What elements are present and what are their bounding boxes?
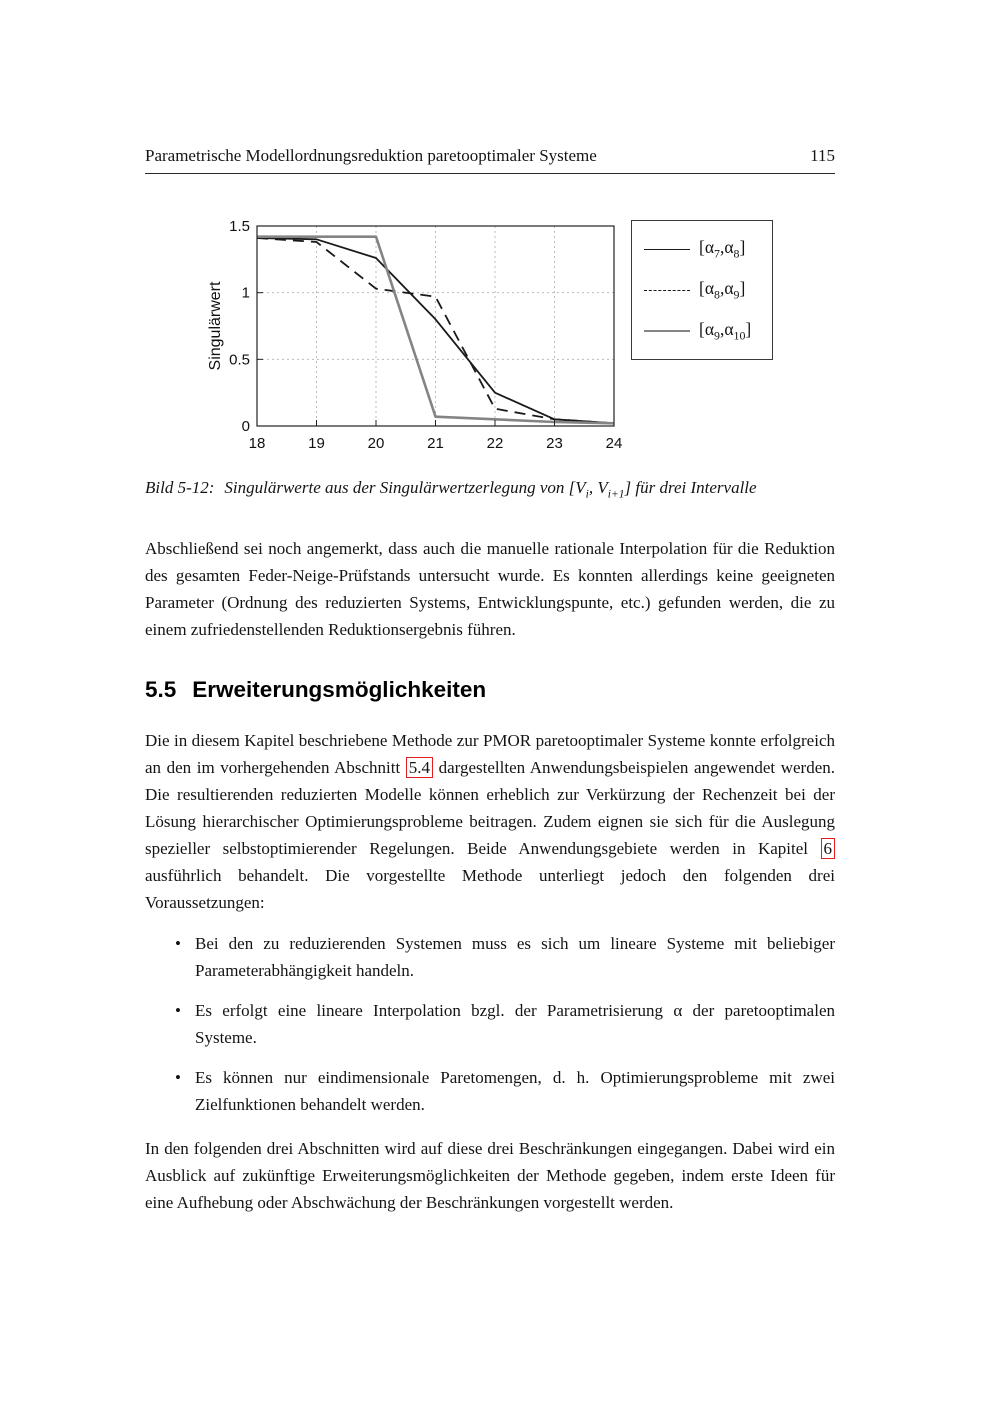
link-ref-chapter-6[interactable]: 6 (821, 838, 836, 859)
list-item-text: Es können nur eindimensionale Paretomengen, d. h. Optimierungsprobleme mit zwei Zielfunktionen behandelt werden. (195, 1068, 835, 1115)
svg-text:1: 1 (241, 284, 250, 302)
paragraph-closing-remark: Abschließend sei noch angemerkt, dass auch die manuelle rationale Interpolation für die Reduktion des gesamten Feder-Neige-Prüfstands untersucht wurde. Es konnten allerdings keine geeigneten Parameter (Ordnung des reduzierten Systems, Entwicklungspunte, etc.) gefunden werden, die zu einem zufriedenstellenden Reduktionsergebnis führen. (145, 539, 835, 640)
svg-text:1.5: 1.5 (229, 220, 250, 235)
list-item (145, 930, 835, 984)
figure-caption-label: Bild 5-12: (145, 478, 215, 497)
bullet-marker: • (175, 1001, 181, 1021)
singular-values-chart (207, 220, 624, 458)
svg-text:21: 21 (427, 435, 444, 452)
assumptions-list (145, 930, 835, 1118)
section-number: 5.5 (145, 677, 177, 703)
figure-5-12 (145, 220, 835, 458)
legend-label: $[\alpha_9,\alpha_{10}]$ (699, 318, 752, 342)
svg-text:22: 22 (486, 435, 504, 452)
legend-item-alpha8-alpha9 (644, 278, 766, 303)
chart-legend (631, 220, 773, 360)
running-header-title: Parametrische Modellordnungsreduktion paretooptimaler Systeme (145, 146, 597, 165)
link-ref-section-5-4[interactable]: 5.4 (406, 757, 433, 778)
legend-line-sample-solid (644, 249, 690, 250)
svg-text:0.5: 0.5 (229, 351, 250, 369)
svg-text:Singulärwert: Singulärwert (207, 281, 224, 371)
list-item (145, 997, 835, 1051)
svg-text:24: 24 (605, 435, 623, 452)
paragraph-method-summary: Die in diesem Kapitel beschriebene Methode zur PMOR paretooptimaler Systeme konnte erfolgreich an den im vorhergehenden Abschnitt 5.4 dargestellten Anwendungsbeispielen angewendet werden. Die resultierenden reduzierten Modelle können erheblich zur Verkürzung der Rechenzeit bei der Lösung hierarchischer Optimierungsprobleme beitragen. Zudem eignen sie sich für die Auslegung spezieller selbstoptimierender Regelungen. Beide Anwendungsgebiete werden in Kapitel 6 ausführlich behandelt. Die vorgestellte Methode unterliegt jedoch den folgenden drei Voraussetzungen: (145, 731, 836, 913)
legend-line-sample-gray (644, 330, 690, 332)
bullet-marker: • (175, 1068, 181, 1088)
list-item-text: Bei den zu reduzierenden Systemen muss es sich um lineare Systeme mit beliebiger Parameterabhängigkeit handeln. (195, 934, 835, 981)
figure-caption (145, 474, 835, 507)
section-heading (145, 677, 835, 703)
list-item-text: Es erfolgt eine lineare Interpolation bzgl. der Parametrisierung α der paretooptimalen Systeme. (195, 1001, 835, 1048)
bullet-marker: • (175, 934, 181, 954)
paragraph-outlook: In den folgenden drei Abschnitten wird auf diese drei Beschränkungen eingegangen. Dabei wird ein Ausblick auf zukünftige Erweiterungsmöglichkeiten der Methode gegeben, indem erste Ideen für eine Aufhebung oder Abschwächung der Beschränkungen vorgestellt werden. (145, 1139, 835, 1213)
list-item (145, 1064, 835, 1118)
svg-text:23: 23 (546, 435, 563, 452)
legend-label: $[\alpha_8,\alpha_9]$ (699, 277, 746, 302)
section-title: Erweiterungsmöglichkeiten (192, 677, 487, 703)
legend-line-sample-dashed (644, 290, 690, 291)
figure-caption-text: Singulärwerte aus der Singulärwertzerlegung von [$V_i$, $V_{i+1}$] für drei Intervalle (224, 478, 757, 501)
svg-text:19: 19 (308, 435, 325, 452)
legend-item-alpha9-alpha10 (644, 319, 766, 344)
running-header (145, 146, 835, 174)
svg-text:0: 0 (241, 418, 250, 435)
legend-label: $[\alpha_7,\alpha_8]$ (699, 237, 746, 261)
svg-text:20: 20 (367, 435, 385, 452)
svg-text:18: 18 (248, 435, 266, 452)
page-number: 115 (810, 146, 835, 165)
legend-item-alpha7-alpha8 (644, 237, 766, 262)
